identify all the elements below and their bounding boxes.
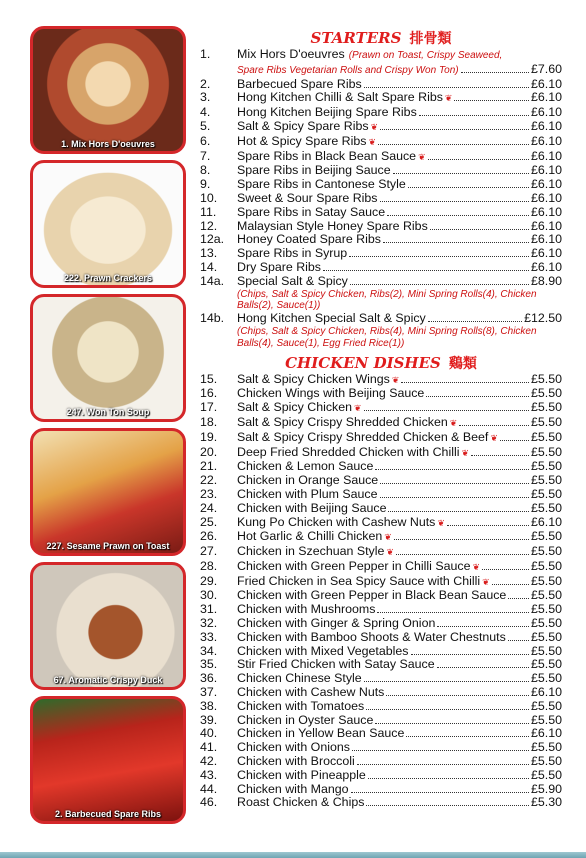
- item-price: £5.50: [530, 616, 562, 631]
- item-name: Chicken with Mango: [237, 781, 349, 796]
- item-price: £5.50: [530, 558, 562, 573]
- item-number: 32.: [200, 616, 218, 631]
- item-price: £5.50: [530, 671, 562, 686]
- menu-item: [200, 78, 562, 92]
- chicken-title: CHICKEN DISHES: [285, 353, 441, 372]
- item-number: 9.: [200, 177, 211, 192]
- dot-leader: [350, 283, 529, 285]
- menu-item: [200, 135, 562, 150]
- item-number: 5.: [200, 118, 211, 133]
- item-number: 6.: [200, 133, 211, 148]
- menu-item: [200, 416, 562, 431]
- item-name: Chicken with Green Pepper in Black Bean Sauce: [237, 588, 507, 603]
- chilli-icon: ❦: [444, 93, 453, 104]
- item-number: 1.: [200, 47, 211, 61]
- item-price: £5.50: [530, 414, 562, 429]
- dot-leader: [428, 158, 529, 160]
- item-detail: (Chips, Salt & Spicy Chicken, Ribs(4), Mini Spring Rolls(8), Chicken Balls(4), Sauce(1), Egg Fried Rice(1)): [237, 325, 537, 349]
- menu-item: [200, 373, 562, 388]
- item-name: Chicken with Tomatoes: [237, 698, 365, 713]
- item-price: £6.10: [530, 133, 562, 148]
- item-name: Mix Hors D'oeuvres: [237, 47, 345, 61]
- item-name: Chicken Wings with Beijing Sauce: [237, 386, 425, 401]
- item-number: 42.: [200, 754, 218, 769]
- menu-item: [200, 575, 562, 590]
- item-number: 36.: [200, 671, 218, 686]
- item-price: £5.50: [530, 444, 562, 459]
- dot-leader: [380, 496, 529, 498]
- menu-item: [200, 48, 562, 63]
- item-price: £5.50: [530, 602, 562, 617]
- item-number: 24.: [200, 500, 218, 515]
- dot-leader: [349, 255, 529, 257]
- dot-leader: [375, 468, 529, 470]
- menu-item: [200, 474, 562, 488]
- item-number: 17.: [200, 400, 218, 415]
- item-name: Salt & Spicy Chicken: [237, 400, 353, 415]
- item-name: Spare Ribs in Cantonese Style: [237, 177, 406, 192]
- item-name: Honey Coated Spare Ribs: [237, 232, 381, 247]
- dot-leader: [454, 99, 529, 101]
- menu-item: [200, 91, 562, 106]
- item-number: 26.: [200, 529, 218, 544]
- item-price: £6.10: [530, 218, 562, 233]
- menu-item: [200, 658, 562, 672]
- menu-item: [200, 178, 562, 192]
- dot-leader: [430, 228, 529, 230]
- item-name: Chicken with Onions: [237, 740, 350, 755]
- menu-item: [200, 783, 562, 797]
- chilli-icon: ❦: [490, 432, 498, 443]
- item-number: 29.: [200, 573, 218, 588]
- item-number: 3.: [200, 90, 211, 105]
- item-number: 33.: [200, 629, 218, 644]
- menu-item: [200, 714, 562, 728]
- item-price: £6.10: [530, 514, 562, 529]
- item-number: 22.: [200, 473, 218, 488]
- chilli-icon: ❦: [386, 547, 394, 558]
- item-number: 46.: [200, 795, 218, 810]
- menu-item: [200, 645, 562, 659]
- item-name: Deep Fried Shredded Chicken with Chilli: [237, 444, 460, 459]
- menu-item: [200, 530, 562, 545]
- dish-photo: [30, 26, 186, 154]
- menu-item: [200, 446, 562, 461]
- item-name: Hong Kitchen Special Salt & Spicy: [237, 311, 426, 326]
- menu-item: [200, 686, 562, 700]
- chilli-icon: ❦: [482, 576, 490, 587]
- menu-item: [200, 741, 562, 755]
- item-number: 40.: [200, 726, 218, 741]
- dot-leader: [471, 454, 529, 456]
- item-price: £5.50: [530, 529, 562, 544]
- dot-leader: [378, 143, 529, 145]
- menu-item: [200, 220, 562, 234]
- dish-photo-caption: 2. Barbecued Spare Ribs: [54, 809, 162, 819]
- item-name: Chicken in Yellow Bean Sauce: [237, 726, 405, 741]
- item-name: Salt & Spicy Crispy Shredded Chicken: [237, 414, 448, 429]
- item-number: 16.: [200, 386, 218, 401]
- chicken-heading: [200, 353, 562, 373]
- item-number: 2.: [200, 76, 211, 91]
- menu-item: [200, 261, 562, 275]
- menu-item: [200, 755, 562, 769]
- menu-item: [200, 603, 562, 617]
- menu-item: [200, 206, 562, 220]
- item-name: Chicken with Pineapple: [237, 767, 366, 782]
- menu-item: [200, 164, 562, 178]
- dot-leader: [492, 583, 529, 585]
- chilli-icon: ❦: [418, 151, 426, 162]
- item-price: £6.10: [530, 685, 562, 700]
- item-name: Chicken with Bamboo Shoots & Water Chestnuts: [237, 629, 506, 644]
- item-price: £5.50: [530, 698, 562, 713]
- dot-leader: [411, 653, 529, 655]
- dot-leader: [388, 510, 529, 512]
- item-price: £5.50: [530, 767, 562, 782]
- chilli-icon: ❦: [354, 403, 362, 414]
- item-number: 14b.: [200, 311, 225, 326]
- dish-photo: [30, 562, 186, 690]
- item-name: Chicken with Broccoli: [237, 754, 355, 769]
- item-name: Spare Ribs in Syrup: [237, 246, 348, 261]
- dot-leader: [500, 439, 529, 441]
- menu-item: [200, 431, 562, 446]
- item-number: 13.: [200, 246, 218, 261]
- item-number: 38.: [200, 698, 218, 713]
- item-name: Roast Chicken & Chips: [237, 795, 365, 810]
- menu-item: [200, 192, 562, 206]
- item-number: 18.: [200, 414, 218, 429]
- menu-item: [200, 700, 562, 714]
- item-number: 8.: [200, 163, 211, 178]
- dot-leader: [419, 114, 529, 116]
- item-name: Hot Garlic & Chilli Chicken: [237, 529, 383, 544]
- dish-photo: [30, 428, 186, 556]
- item-name: Chicken & Lemon Sauce: [237, 459, 374, 474]
- starters-title-cn: 排骨類: [409, 31, 452, 47]
- dot-leader: [368, 777, 529, 779]
- item-number: 14.: [200, 259, 218, 274]
- bottom-strip: [0, 852, 586, 858]
- dish-photo-caption: 227. Sesame Prawn on Toast: [46, 541, 170, 551]
- item-price: £5.50: [530, 657, 562, 672]
- item-name: Hong Kitchen Chilli & Salt Spare Ribs: [237, 90, 443, 105]
- item-number: 28.: [200, 558, 218, 573]
- dot-leader: [357, 763, 529, 765]
- dot-leader: [461, 71, 529, 73]
- item-number: 37.: [200, 685, 218, 700]
- dot-leader: [364, 86, 529, 88]
- dot-leader: [508, 639, 529, 641]
- dish-photo-caption: 247. Won Ton Soup: [66, 407, 150, 417]
- item-name: Chicken with Ginger & Spring Onion: [237, 616, 436, 631]
- item-number: 25.: [200, 514, 218, 529]
- dot-leader: [375, 722, 529, 724]
- item-price: £5.50: [530, 429, 562, 444]
- item-number: 44.: [200, 781, 218, 796]
- item-name: Chicken Chinese Style: [237, 671, 362, 686]
- dot-leader: [396, 553, 529, 555]
- item-name: Barbecued Spare Ribs: [237, 76, 362, 91]
- menu-item: [200, 631, 562, 645]
- item-price: £6.10: [530, 259, 562, 274]
- item-note: (Prawn on Toast, Crispy Seaweed,: [348, 50, 503, 61]
- chicken-list: [200, 373, 562, 811]
- item-name: Chicken with Mixed Vegetables: [237, 643, 409, 658]
- item-number: 23.: [200, 486, 218, 501]
- dish-photo-caption: 1. Mix Hors D'oeuvres: [61, 139, 155, 149]
- item-price: £6.10: [530, 118, 562, 133]
- dot-leader: [364, 680, 529, 682]
- menu-item: [200, 516, 562, 531]
- item-price: £5.50: [530, 544, 562, 559]
- chilli-icon: ❦: [370, 121, 379, 132]
- item-number: 7.: [200, 148, 211, 163]
- item-price: £5.50: [530, 473, 562, 488]
- dot-leader: [380, 200, 529, 202]
- starters-heading: [200, 28, 562, 48]
- dot-leader: [437, 666, 529, 668]
- item-price: £5.50: [530, 486, 562, 501]
- item-name: Salt & Spicy Spare Ribs: [237, 118, 369, 133]
- menu-item: [200, 150, 562, 165]
- item-detail: (Chips, Salt & Spicy Chicken, Ribs(2), Mini Spring Rolls(4), Chicken Balls(2), Sauce(1)): [237, 288, 537, 312]
- chilli-icon: ❦: [449, 417, 458, 428]
- item-name: Chicken in Orange Sauce: [237, 473, 379, 488]
- menu-item: [200, 387, 562, 401]
- menu-item: [200, 233, 562, 247]
- item-price: £5.90: [530, 781, 562, 796]
- dot-leader: [366, 708, 529, 710]
- item-price: £5.50: [530, 386, 562, 401]
- chilli-icon: ❦: [368, 136, 377, 147]
- item-name: Special Salt & Spicy: [237, 273, 348, 288]
- menu-item: [200, 672, 562, 686]
- dot-leader: [459, 424, 529, 426]
- item-number: 4.: [200, 105, 211, 120]
- dish-photo: [30, 696, 186, 824]
- menu-item: [200, 460, 562, 474]
- dish-photo: [30, 294, 186, 422]
- item-name: Salt & Spicy Crispy Shredded Chicken & Beef: [237, 429, 489, 444]
- menu-item: [200, 275, 562, 289]
- item-number: 43.: [200, 767, 218, 782]
- item-price: £5.50: [530, 629, 562, 644]
- item-name: Dry Spare Ribs: [237, 259, 322, 274]
- starters-list: [200, 48, 562, 350]
- item-price: £5.50: [530, 740, 562, 755]
- item-number: 35.: [200, 657, 218, 672]
- item-name: Fried Chicken in Sea Spicy Sauce with Chilli: [237, 573, 481, 588]
- item-price: £5.50: [530, 459, 562, 474]
- item-price: £6.10: [530, 90, 562, 105]
- chicken-title-cn: 鷄類: [448, 355, 477, 372]
- item-name: Hong Kitchen Beijing Spare Ribs: [237, 105, 417, 120]
- item-name: Chicken in Szechuan Style: [237, 544, 385, 559]
- dot-leader: [323, 269, 529, 271]
- item-price: £5.50: [530, 588, 562, 603]
- dot-leader: [406, 735, 529, 737]
- menu-item: [200, 769, 562, 783]
- dot-leader: [394, 538, 529, 540]
- item-price: £6.10: [530, 177, 562, 192]
- dot-leader: [401, 381, 529, 383]
- item-price: £5.50: [530, 371, 562, 386]
- item-number: 12.: [200, 218, 218, 233]
- item-detail: Spare Ribs Vegetarian Rolls and Crispy Won Ton): [237, 64, 459, 76]
- item-name: Malaysian Style Honey Spare Ribs: [237, 218, 428, 233]
- item-price: £5.50: [530, 400, 562, 415]
- menu-item: [200, 727, 562, 741]
- dot-leader: [408, 186, 529, 188]
- item-name: Kung Po Chicken with Cashew Nuts: [237, 514, 436, 529]
- item-number: 20.: [200, 444, 218, 459]
- menu-item: [200, 312, 562, 326]
- dot-leader: [386, 694, 529, 696]
- dot-leader: [393, 172, 529, 174]
- menu-item: [200, 120, 562, 135]
- item-name: Chicken in Oyster Sauce: [237, 712, 374, 727]
- dot-leader: [380, 482, 529, 484]
- menu-item: [200, 247, 562, 261]
- item-price: £6.10: [530, 204, 562, 219]
- dot-leader: [437, 625, 529, 627]
- dot-leader: [377, 611, 529, 613]
- menu-item: [200, 589, 562, 603]
- item-number: 10.: [200, 190, 218, 205]
- dot-leader: [508, 597, 529, 599]
- menu-item: [200, 502, 562, 516]
- item-name: Spare Ribs in Black Bean Sauce: [237, 148, 417, 163]
- item-number: 19.: [200, 429, 218, 444]
- item-number: 21.: [200, 459, 218, 474]
- menu-item-continued: [200, 63, 562, 78]
- item-name: Chicken with Mushrooms: [237, 602, 376, 617]
- item-price: £6.10: [530, 246, 562, 261]
- dot-leader: [380, 128, 529, 130]
- menu-item: [200, 617, 562, 631]
- item-price: £8.90: [530, 273, 562, 288]
- item-name: Hot & Spicy Spare Ribs: [237, 133, 367, 148]
- item-number: 39.: [200, 712, 218, 727]
- dish-photo-caption: 222. Prawn Crackers: [63, 273, 153, 283]
- dot-leader: [428, 320, 522, 322]
- item-name: Chicken with Green Pepper in Chilli Sauce: [237, 558, 471, 573]
- item-number: 14a.: [200, 273, 225, 288]
- item-price: £5.50: [530, 573, 562, 588]
- dish-photo-caption: 67. Aromatic Crispy Duck: [53, 675, 163, 685]
- item-number: 30.: [200, 588, 218, 603]
- dot-leader: [352, 749, 529, 751]
- item-price: £7.60: [530, 61, 562, 76]
- item-price: £5.50: [530, 754, 562, 769]
- item-number: 27.: [200, 544, 218, 559]
- item-price: £12.50: [524, 311, 562, 326]
- chilli-icon: ❦: [384, 532, 392, 543]
- item-price: £6.10: [530, 105, 562, 120]
- item-price: £6.10: [530, 232, 562, 247]
- item-name: Chicken with Beijing Sauce: [237, 500, 387, 515]
- menu-column: [200, 28, 562, 810]
- item-name: Sweet & Sour Spare Ribs: [237, 190, 378, 205]
- item-price: £6.10: [530, 148, 562, 163]
- dot-leader: [482, 568, 529, 570]
- chilli-icon: ❦: [437, 517, 445, 528]
- item-number: 15.: [200, 371, 218, 386]
- dot-leader: [366, 804, 529, 806]
- item-number: 41.: [200, 740, 218, 755]
- item-price: £6.10: [530, 726, 562, 741]
- item-price: £6.10: [530, 163, 562, 178]
- chilli-icon: ❦: [391, 374, 400, 385]
- dot-leader: [426, 395, 529, 397]
- item-price: £5.50: [530, 643, 562, 658]
- item-name: Salt & Spicy Chicken Wings: [237, 371, 390, 386]
- item-name: Chicken with Plum Sauce: [237, 486, 378, 501]
- photo-column: [30, 26, 186, 830]
- item-price: £6.10: [530, 190, 562, 205]
- item-number: 11.: [200, 204, 217, 219]
- item-name: Stir Fried Chicken with Satay Sauce: [237, 657, 435, 672]
- item-name: Spare Ribs in Satay Sauce: [237, 204, 386, 219]
- dot-leader: [383, 241, 529, 243]
- item-number: 31.: [200, 602, 218, 617]
- item-price: £5.30: [530, 795, 562, 810]
- item-price: £5.50: [530, 712, 562, 727]
- menu-item: [200, 488, 562, 502]
- item-number: 12a.: [200, 232, 225, 247]
- chilli-icon: ❦: [472, 561, 481, 572]
- dot-leader: [364, 409, 529, 411]
- dot-leader: [387, 214, 529, 216]
- menu-item: [200, 545, 562, 560]
- menu-item: [200, 796, 562, 810]
- chilli-icon: ❦: [461, 447, 469, 458]
- item-price: £6.10: [530, 76, 562, 91]
- item-name: Spare Ribs in Beijing Sauce: [237, 163, 391, 178]
- menu-item: [200, 401, 562, 416]
- dot-leader: [351, 791, 529, 793]
- dot-leader: [447, 524, 529, 526]
- dish-photo: [30, 160, 186, 288]
- item-price: £5.50: [530, 500, 562, 515]
- item-number: 34.: [200, 643, 218, 658]
- menu-item: [200, 560, 562, 575]
- menu-item: [200, 106, 562, 120]
- item-name: Chicken with Cashew Nuts: [237, 685, 385, 700]
- starters-title: STARTERS: [310, 29, 402, 47]
